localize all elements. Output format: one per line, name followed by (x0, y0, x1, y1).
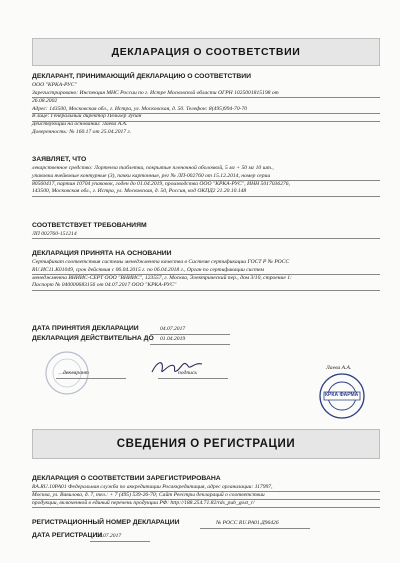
accepted-date-value: 04.07.2017 (160, 326, 186, 332)
declarant-company: ООО "КРКА-РУС" (32, 82, 77, 88)
declarant-underline (32, 97, 380, 98)
registration-underline (32, 507, 380, 508)
registration-line: RA.RU.10РА01 Федеральная служба по аккредитации Росаккредитация, адрес организации: 117997, (32, 484, 273, 490)
declaration-title-bar (32, 38, 380, 66)
stamp-text: КРКА ФАРМА (325, 392, 359, 398)
registration-date-label: ДАТА РЕГИСТРАЦИИ (32, 532, 103, 539)
basis-heading: ДЕКЛАРАЦИЯ ПРИНЯТА НА ОСНОВАНИИ (32, 250, 172, 257)
registration-underline (32, 499, 380, 500)
declarant-line: Действующий на основании: Лаева А.А. (32, 121, 128, 128)
basis-line: Сертификат соответствия системы менеджмента качества в Системе сертификации ГОСТ Р № РОСС (32, 259, 290, 265)
registration-line: продукции, включенной в единый перечень продукции РФ: http://188.254.71.82/rds_pub_gost_r/ (32, 499, 255, 506)
registration-heading: ДЕКЛАРАЦИЯ О СООТВЕТСТВИИ ЗАРЕГИСТРИРОВАНА (32, 475, 221, 482)
declarant-signature-underline (56, 378, 126, 379)
declarant-line: В лице: Генеральный директор Пельхер Зупан (32, 113, 142, 120)
accepted-date-underline (150, 334, 230, 335)
claims-line: лекарственное средство: Лортенза таблетки, покрытые пленочной оболочкой, 5 мг + 50 мг 10 шт., (32, 165, 274, 171)
valid-until-value: 01.04.2019 (160, 336, 186, 342)
signature-underline (158, 378, 228, 379)
registration-title-bar (32, 429, 380, 459)
signature-caption: подпись (178, 370, 197, 376)
registration-details (32, 484, 273, 507)
registration-number-value: № РОСС RU.РА01.Д96426 (216, 520, 279, 526)
basis-underline (32, 274, 380, 275)
basis-line: менеджмента ВНИИС-СЕРТ ООО "ВНИИС", 123557, г. Москва, Электрический пер., дом 3/10, строение 1: (32, 274, 292, 281)
signer-name: Лаева А.А. (326, 365, 352, 371)
declarant-line: 26.08.2002 (32, 97, 58, 104)
claims-line: 143500, Московская обл., г. Истра, ул. Московская, д. 50, Россия, код ОКПД2 21.20.10.148 (32, 188, 247, 195)
accepted-date-label: ДАТА ПРИНЯТИЯ ДЕКЛАРАЦИИ (32, 325, 139, 332)
claims-line: упаковки ячейковые контурные (3), пачки картонные, рег № ЛП-002760 от 15.12.2014, номер серии (32, 172, 271, 179)
registration-title: СВЕДЕНИЯ О РЕГИСТРАЦИИ (116, 438, 296, 450)
claims-heading: ЗАЯВЛЯЕТ, ЧТО (32, 156, 87, 163)
requirements-underline (32, 238, 380, 239)
requirements-value: ЛП 002760-151214 (32, 231, 77, 237)
registration-line: Москва, ул. Вавилова, д. 7, тел.: + 7 (495) 539-26-70; Сайт Реестры деклараций о соответствии (32, 491, 265, 498)
declarant-underline (32, 121, 380, 122)
declarant-underline (32, 113, 380, 114)
valid-until-label: ДЕКЛАРАЦИЯ ДЕЙСТВИТЕЛЬНА ДО (32, 335, 154, 342)
registration-number-underline (200, 528, 310, 529)
declaration-title: ДЕКЛАРАЦИЯ О СООТВЕТСТВИИ (111, 46, 301, 58)
claims-underline (32, 196, 380, 197)
declarant-line: Доверенность: № 160.17 от 25.04.2017 г. (32, 128, 131, 135)
declarant-line: Зарегистрировано: Инспекция МНС России по г. Истре Московской области ОГРН 1025001815198 от (32, 90, 279, 96)
declarant-line: Адрес: 143500, Московская обл., г. Истра, ул. Московская, д. 50. Телефон: 8(495)994-70-70 (32, 105, 248, 112)
declarant-heading: ДЕКЛАРАНТ, ПРИНИМАЮЩИЙ ДЕКЛАРАЦИЮ О СООТВЕТСТВИИ (32, 73, 252, 80)
requirements-heading: СООТВЕТСТВУЕТ ТРЕБОВАНИЯМ (32, 222, 147, 229)
declarant-caption: декларант (63, 370, 89, 376)
valid-until-underline (150, 344, 230, 345)
claims-underline (32, 180, 380, 181)
basis-line: RU.ИС11.К01049, срок действия с 06.04.2015 г. по 06.04.2018 г., Орган по сертификации систем (32, 266, 264, 273)
basis-line: Паспорт № 040000683156 от 04.07.2017 ООО "КРКА-РУС" (32, 282, 177, 289)
registration-underline (32, 491, 380, 492)
registration-date-value: 04.07.2017 (96, 533, 122, 539)
registration-number-label: РЕГИСТРАЦИОННЫЙ НОМЕР ДЕКЛАРАЦИИ (32, 519, 180, 526)
claims-line: 80560417, партия 10704 упаковок, годен до 01.04.2019, производства ООО "КРКА-РУС", ИНН 5017036276, (32, 180, 290, 187)
basis-underline (32, 290, 380, 291)
registration-date-underline (90, 541, 150, 542)
